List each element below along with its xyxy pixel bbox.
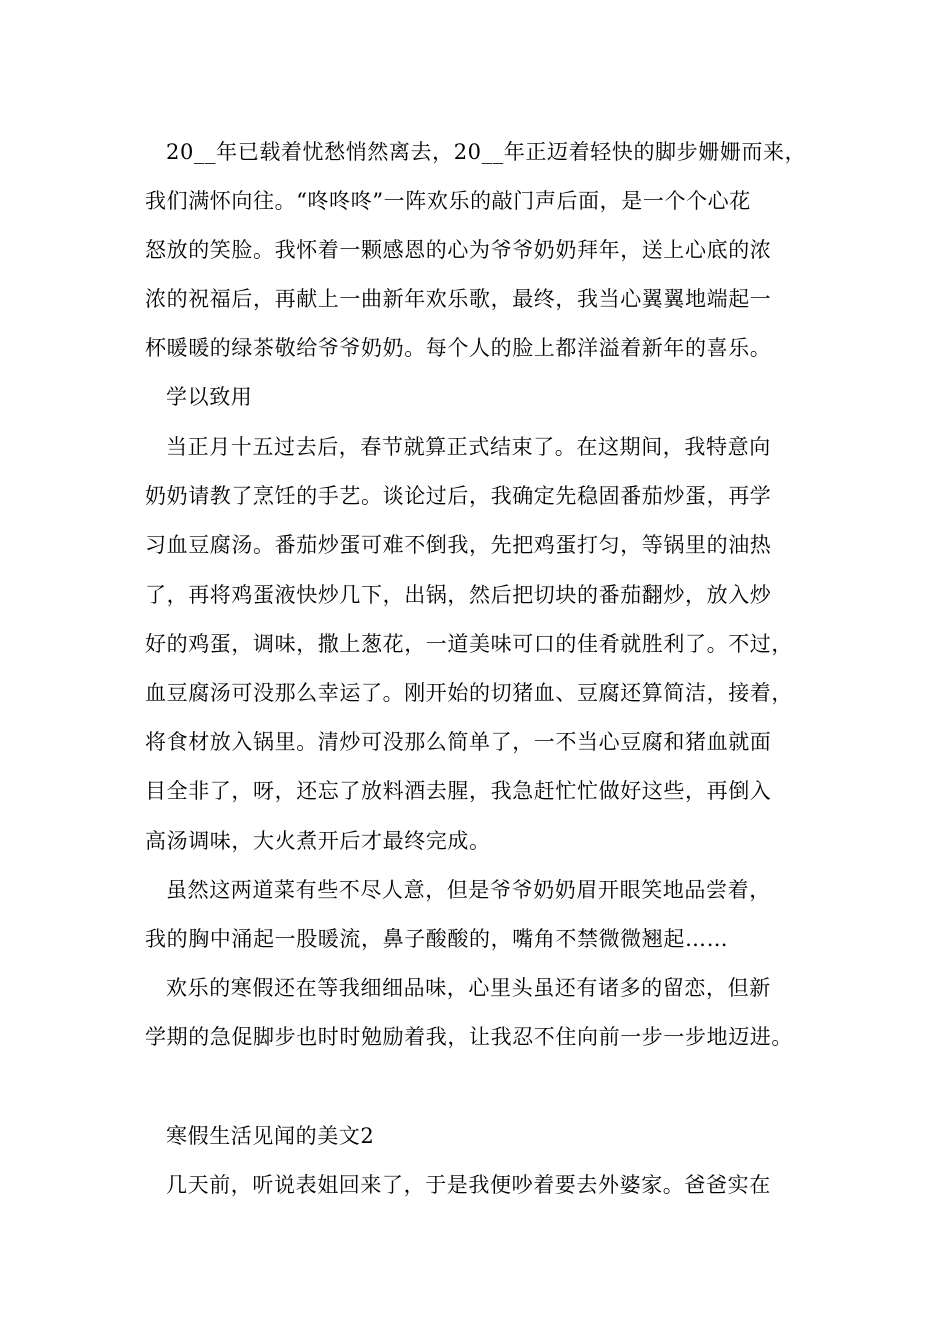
paragraph-4-line-1: 欢乐的寒假还在等我细细品味，心里头虽还有诸多的留恋，但新 xyxy=(166,976,771,1000)
paragraph-1-line-4: 浓的祝福后，再献上一曲新年欢乐歌，最终，我当心翼翼地端起一 xyxy=(145,287,772,311)
paragraph-2-line-2: 奶奶请教了烹饪的手艺。谈论过后，我确定先稳固番茄炒蛋，再学 xyxy=(145,484,772,508)
paragraph-2-line-5: 好的鸡蛋，调味，撒上葱花，一道美味可口的佳肴就胜利了。不过， xyxy=(145,632,793,656)
section-heading: 学以致用 xyxy=(166,385,253,409)
section-title: 寒假生活见闻的美文2 xyxy=(166,1124,375,1148)
paragraph-3-line-2: 我的胸中涌起一股暖流，鼻子酸酸的，嘴角不禁微微翘起…… xyxy=(145,927,729,951)
paragraph-2-line-6: 血豆腐汤可没那么幸运了。刚开始的切猪血、豆腐还算简洁，接着， xyxy=(145,681,793,705)
paragraph-2-line-1: 当正月十五过去后，春节就算正式结束了。在这期间，我特意向 xyxy=(166,435,771,459)
paragraph-2-line-4: 了，再将鸡蛋液快炒几下，出锅，然后把切块的番茄翻炒，放入炒 xyxy=(145,583,772,607)
paragraph-2-line-8: 目全非了，呀，还忘了放料酒去腥，我急赶忙忙做好这些，再倒入 xyxy=(145,779,772,803)
paragraph-1-line-5: 杯暖暖的绿茶敬给爷爷奶奶。每个人的脸上都洋溢着新年的喜乐。 xyxy=(145,336,772,360)
paragraph-1-line-2: 我们满怀向往。“咚咚咚”一阵欢乐的敲门声后面，是一个个心花 xyxy=(145,189,751,213)
paragraph-2-line-7: 将食材放入锅里。清炒可没那么简单了，一不当心豆腐和猪血就面 xyxy=(145,730,772,754)
paragraph-5-line-1: 几天前，听说表姐回来了，于是我便吵着要去外婆家。爸爸实在 xyxy=(166,1173,771,1197)
paragraph-1-line-1: 20__年已载着忧愁悄然离去，20__年正迈着轻快的脚步姗姗而来， xyxy=(166,140,807,164)
paragraph-2-line-9: 高汤调味，大火煮开后才最终完成。 xyxy=(145,829,491,853)
paragraph-2-line-3: 习血豆腐汤。番茄炒蛋可难不倒我，先把鸡蛋打匀，等锅里的油热 xyxy=(145,533,772,557)
paragraph-1-line-3: 怒放的笑脸。我怀着一颗感恩的心为爷爷奶奶拜年，送上心底的浓 xyxy=(145,238,772,262)
paragraph-4-line-2: 学期的急促脚步也时时勉励着我，让我忍不住向前一步一步地迈进。 xyxy=(145,1025,793,1049)
paragraph-3-line-1: 虽然这两道菜有些不尽人意，但是爷爷奶奶眉开眼笑地品尝着， xyxy=(166,878,771,902)
